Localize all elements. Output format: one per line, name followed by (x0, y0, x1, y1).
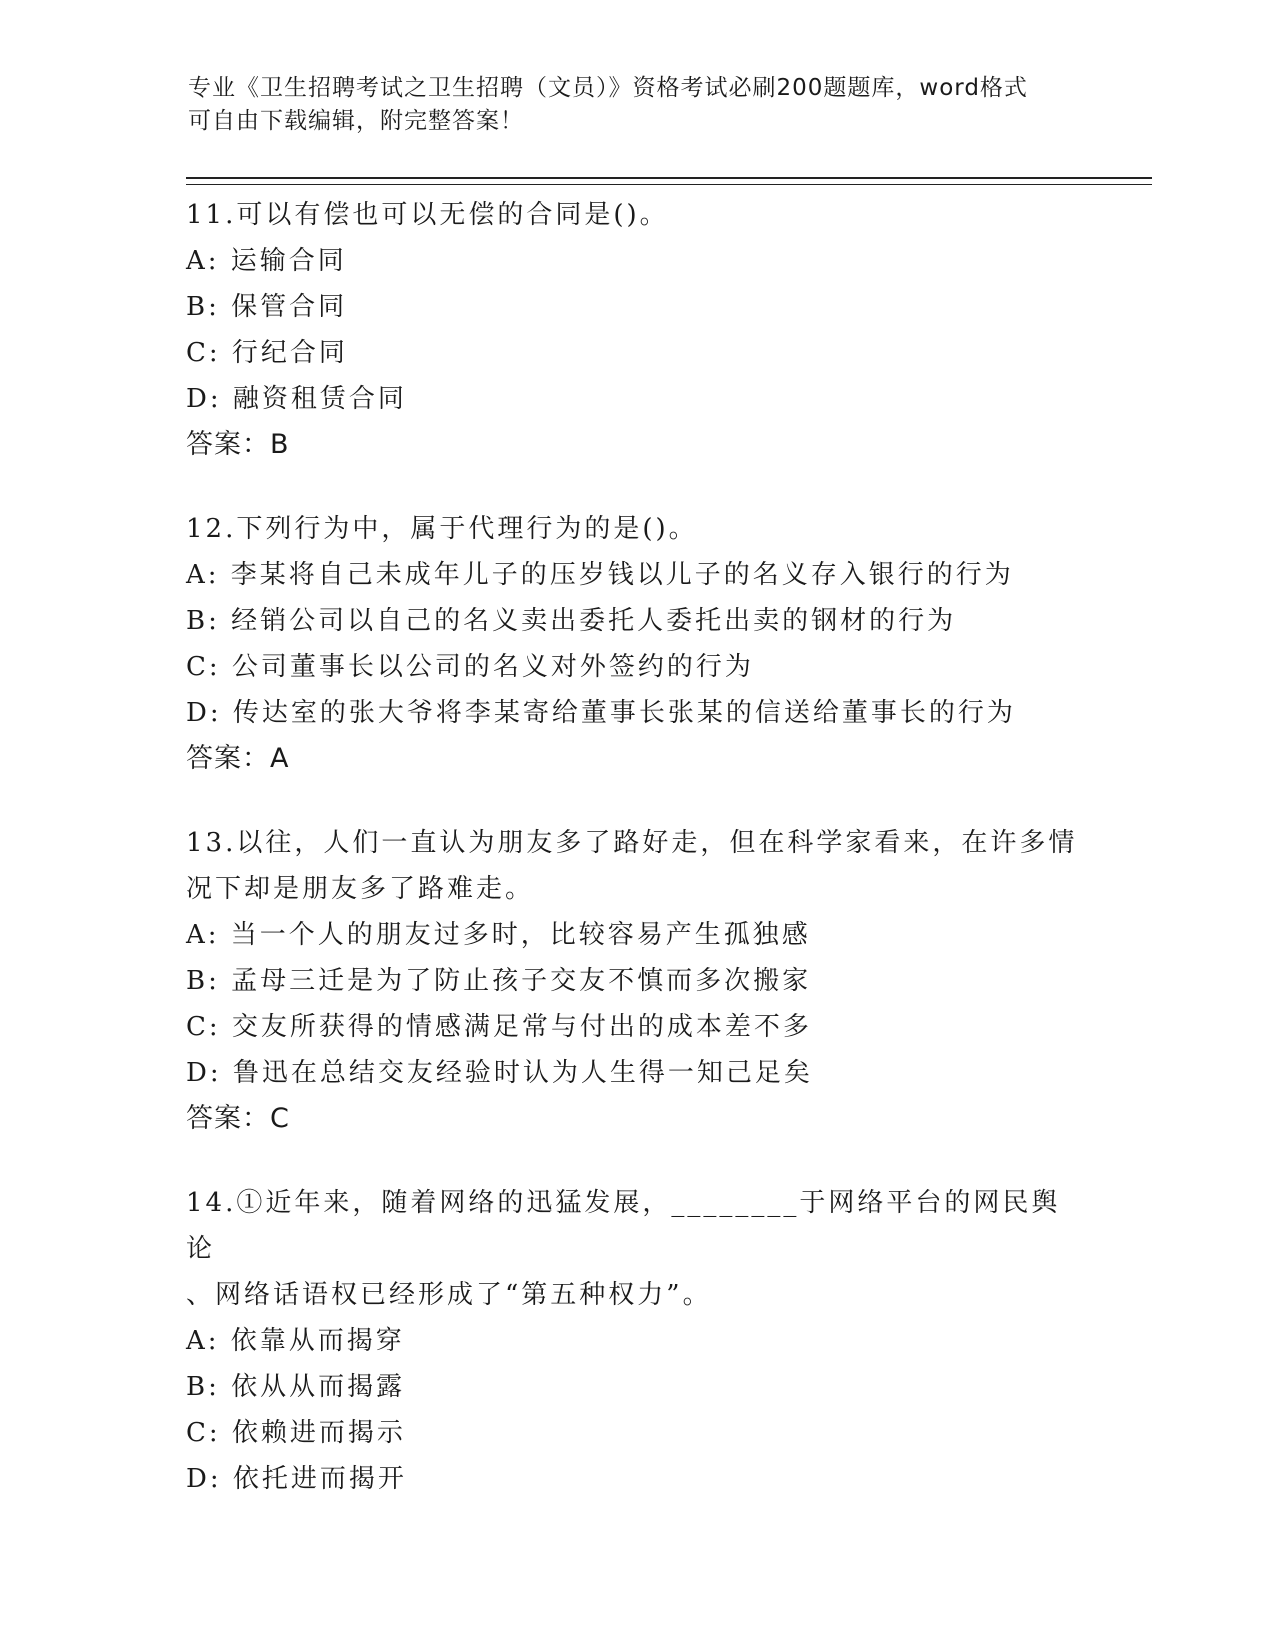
answer-line: 答案：A (186, 743, 290, 774)
header-rule-thick (186, 177, 1152, 179)
question-14 (186, 1180, 1086, 1502)
header-rule-thin (186, 184, 1152, 185)
option-a: A: 依靠从而揭穿 (186, 1326, 405, 1356)
option-b: B: 孟母三迁是为了防止孩子交友不慎而多次搬家 (186, 966, 812, 996)
option-a: A: 当一个人的朋友过多时，比较容易产生孤独感 (186, 920, 811, 950)
option-c: C: 依赖进而揭示 (186, 1418, 406, 1448)
question-13 (186, 820, 1086, 1142)
question-stem-line-1: 13.以往，人们一直认为朋友多了路好走，但在科学家看来，在许多情 (186, 828, 1078, 858)
option-d: D: 传达室的张大爷将李某寄给董事长张某的信送给董事长的行为 (186, 698, 1016, 728)
question-list (186, 192, 1086, 1540)
question-stem-line-2: 况下却是朋友多了路难走。 (186, 874, 535, 904)
option-a: A: 李某将自己未成年儿子的压岁钱以儿子的名义存入银行的行为 (186, 560, 1014, 590)
answer-line: 答案：C (186, 1103, 290, 1134)
option-c: C: 行纪合同 (186, 338, 348, 368)
question-11 (186, 192, 1086, 468)
option-c: C: 交友所获得的情感满足常与付出的成本差不多 (186, 1012, 812, 1042)
option-c: C: 公司董事长以公司的名义对外签约的行为 (186, 652, 754, 682)
question-stem-line-2: 、网络话语权已经形成了“第五种权力”。 (186, 1280, 712, 1310)
question-12 (186, 506, 1086, 782)
option-d: D: 依托进而揭开 (186, 1464, 407, 1494)
option-d: D: 鲁迅在总结交友经验时认为人生得一知己足矣 (186, 1058, 813, 1088)
option-d: D: 融资租赁合同 (186, 384, 407, 414)
header-line-1: 专业《卫生招聘考试之卫生招聘（文员）》资格考试必刷200题题库，word格式 (188, 75, 1028, 101)
question-stem: 12.下列行为中，属于代理行为的是()。 (186, 514, 698, 544)
option-b: B: 依从从而揭露 (186, 1372, 406, 1402)
option-a: A: 运输合同 (186, 246, 347, 276)
question-stem-line-1: 14.①近年来，随着网络的迅猛发展，________于网络平台的网民舆论 (186, 1188, 1061, 1264)
header-line-2: 可自由下载编辑，附完整答案！ (188, 108, 524, 134)
document-header (188, 72, 1068, 138)
option-b: B: 经销公司以自己的名义卖出委托人委托出卖的钢材的行为 (186, 606, 957, 636)
option-b: B: 保管合同 (186, 292, 348, 322)
answer-line: 答案：B (186, 429, 290, 460)
question-stem: 11.可以有偿也可以无偿的合同是()。 (186, 200, 669, 230)
